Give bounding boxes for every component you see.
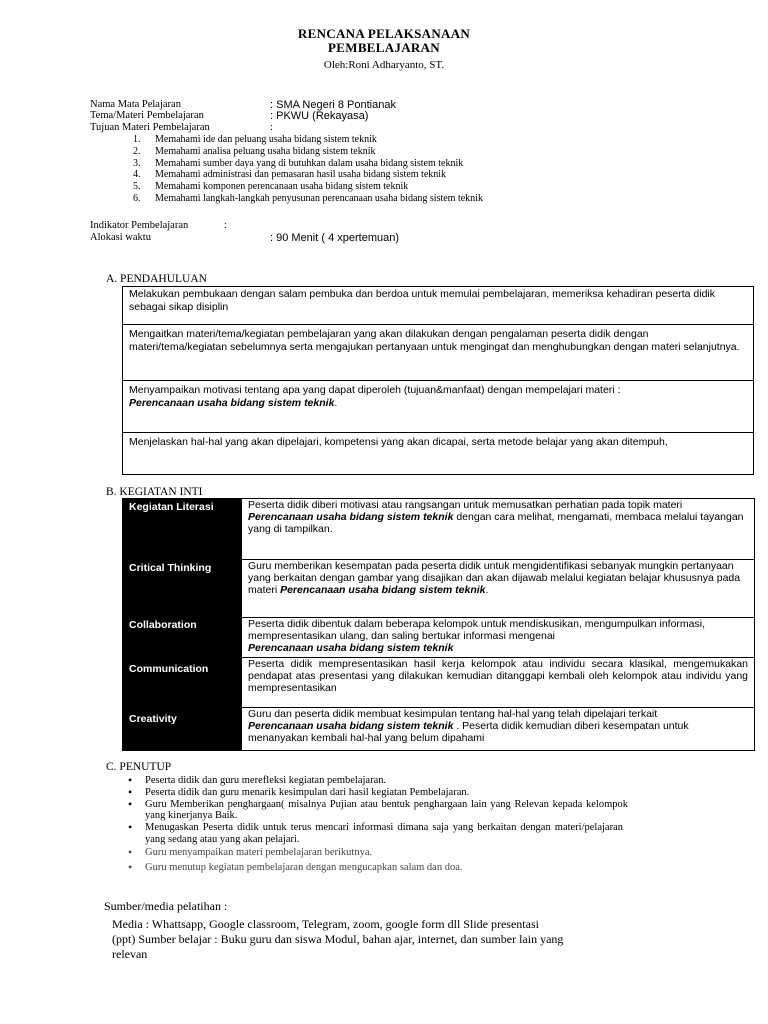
mapel-label: Nama Mata Pelajaran <box>90 99 181 110</box>
tema-label: Tema/Materi Pembelajaran <box>90 110 204 121</box>
kegiatan-text: Guru dan peserta didik membuat kesimpulan tentang hal-hal yang telah dipelajari terkait Perencanaan usaha bidang sistem teknik . Peserta didik kemudian diberi kesempatan untuk menanyakan kembali hal-hal yang belum dipahami <box>241 707 754 750</box>
kegiatan-label: Collaboration <box>123 617 241 657</box>
kegiatan-row-critical-thinking <box>123 559 754 617</box>
penutup-item: • Guru menyampaikan materi pembelajaran berikutnya. <box>128 847 628 859</box>
kegiatan-label: Creativity <box>123 707 241 750</box>
kegiatan-row-literasi <box>123 499 754 559</box>
kegiatan-text: Peserta didik dibentuk dalam beberapa kelompok untuk mendiskusikan, mengumpulkan informasi, mempresentasikan ulang, dan saling bertukar informasi mengenai Perencanaan usaha bidang sistem teknik <box>241 617 754 657</box>
objectives-list <box>133 134 483 205</box>
penutup-item: • Guru menutup kegiatan pembelajaran dengan mengucapkan salam dan doa. <box>128 862 628 874</box>
objective-item: 5. Memahami komponen perencanaan usaha bidang sistem teknik <box>133 181 409 193</box>
mapel-value: : SMA Negeri 8 Pontianak <box>270 99 396 111</box>
penutup-item: • Guru Memberikan penghargaan( misalnya Pujian atau bentuk penghargaan lain yang Relevan kepada kelompok yang kinerjanya Baik. <box>128 799 628 823</box>
indikator-colon: : <box>224 220 227 231</box>
kegiatan-label: Communication <box>123 657 241 707</box>
penutup-item: • Peserta didik dan guru menarik kesimpulan dari hasil kegiatan Pembelajaran. <box>128 787 628 799</box>
tujuan-colon: : <box>270 122 273 133</box>
document-author: Oleh:Roni Adharyanto, ST. <box>323 59 445 71</box>
penutup-list <box>128 775 628 873</box>
kegiatan-row-communication <box>123 657 754 707</box>
tema-value: : PKWU (Rekayasa) <box>270 110 369 122</box>
kegiatan-inti-heading: B. KEGIATAN INTI <box>106 486 203 498</box>
pendahuluan-row: Melakukan pembukaan dengan salam pembuka dan berdoa untuk memulai pembelajaran, memeriksa kehadiran peserta didik sebagai sikap disiplin <box>123 286 753 324</box>
sumber-line2: (ppt) Sumber belajar : Buku guru dan siswa Modul, bahan ajar, internet, dan sumber lain yang <box>112 932 564 946</box>
pendahuluan-heading: A. PENDAHULUAN <box>106 273 207 285</box>
kegiatan-label: Critical Thinking <box>123 559 241 617</box>
pendahuluan-row: Mengaitkan materi/tema/kegiatan pembelajaran yang akan dilakukan dengan pengalaman peserta didik dengan materi/tema/kegiatan sebelumnya serta mengajukan pertanyaan untuk mengingat dan menghubungkan dengan materi selanjutnya. <box>123 324 753 380</box>
objective-item: 1. Memahami ide dan peluang usaha bidang sistem teknik <box>133 134 377 145</box>
indikator-label: Indikator Pembelajaran <box>90 220 189 231</box>
document-title-line2: PEMBELAJARAN <box>328 40 440 55</box>
kegiatan-inti-table <box>122 498 755 751</box>
penutup-item: • Peserta didik dan guru merefleksi kegiatan pembelajaran. <box>128 775 628 787</box>
objective-item: 4. Memahami administrasi dan pemasaran hasil usaha bidang sistem teknik <box>133 169 447 181</box>
tujuan-label: Tujuan Materi Pembelajaran <box>90 122 210 133</box>
kegiatan-text: Peserta didik diberi motivasi atau rangsangan untuk memusatkan perhatian pada topik materi Perencanaan usaha bidang sistem teknik dengan cara melihat, mengamati, membaca melalui tayangan yang di tampilkan. <box>241 499 754 559</box>
penutup-item: • Menugaskan Peserta didik untuk terus mencari informasi dimana saja yang berkaitan dengan materi/pelajaran yang sedang atau yang akan pelajari. <box>128 822 623 846</box>
sumber-line1: Media : Whattsapp, Google classroom, Telegram, zoom, google form dll Slide presentasi <box>112 917 539 931</box>
penutup-heading: C. PENUTUP <box>106 761 172 773</box>
objective-item: 2. Memahami analisa peluang usaha bidang sistem teknik <box>133 145 376 157</box>
pendahuluan-row: Menjelaskan hal-hal yang akan dipelajari, kompetensi yang akan dicapai, serta metode belajar yang akan ditempuh, <box>123 432 753 474</box>
sumber-heading: Sumber/media pelatihan : <box>104 899 228 913</box>
kegiatan-label: Kegiatan Literasi <box>123 499 241 559</box>
kegiatan-text: Guru memberikan kesempatan pada peserta didik untuk mengidentifikasi sebanyak mungkin pertanyaan yang berkaitan dengan gambar yang disajikan dan akan dijawab melalui kegiatan belajar khususnya pada materi Perencanaan usaha bidang sistem teknik. <box>241 559 754 617</box>
objective-item: 6. Memahami langkah-langkah penyusunan perencanaan usaha bidang sistem teknik <box>133 192 483 204</box>
kegiatan-text: Peserta didik mempresentasikan hasil kerja kelompok atau individu secara klasikal, mengemukakan pendapat atas presentasi yang dilakukan kemudian ditanggapi kembali oleh kelompok atau individu yang mempresentasikan <box>241 657 754 707</box>
alokasi-value: : 90 Menit ( 4 xpertemuan) <box>270 232 400 244</box>
kegiatan-row-creativity <box>123 707 754 750</box>
sumber-line3: relevan <box>112 947 148 961</box>
pendahuluan-table <box>122 286 754 475</box>
pendahuluan-row: Menyampaikan motivasi tentang apa yang dapat diperoleh (tujuan&manfaat) dengan mempelajari materi : Perencanaan usaha bidang sistem teknik. <box>123 380 753 432</box>
alokasi-label: Alokasi waktu <box>90 232 151 243</box>
objective-item: 3. Memahami sumber daya yang di butuhkan dalam usaha bidang sistem teknik <box>133 157 464 169</box>
kegiatan-row-collaboration <box>123 617 754 657</box>
document-title-line1: RENCANA PELAKSANAAN <box>297 26 471 41</box>
